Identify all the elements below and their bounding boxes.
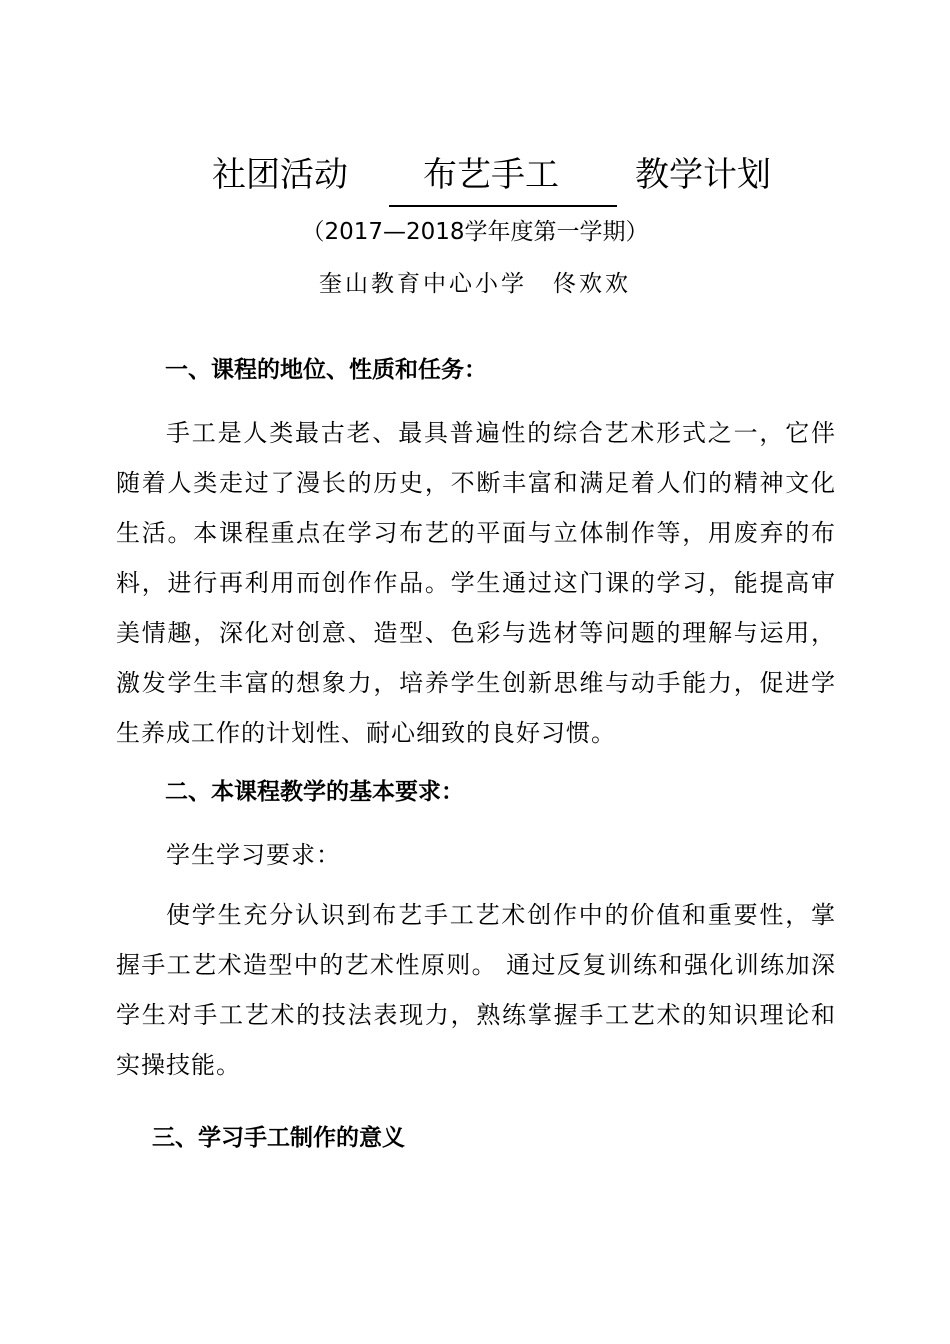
section-2-paragraph: 使学生充分认识到布艺手工艺术创作中的价值和重要性，掌握手工艺术造型中的艺术性原则。 通过反复训练和强化训练加深学生对手工艺术的技法表现力，熟练掌握手工艺术的知识理论和实操技能。	[116, 901, 836, 1079]
title-suffix: 教学计划	[635, 155, 771, 195]
section-1-paragraph: 手工是人类最古老、最具普遍性的综合艺术形式之一，它伴随着人类走过了漫长的历史，不断丰富和满足着人们的精神文化生活。本课程重点在学习布艺的平面与立体制作等，用废弃的布料，进行再利用而创作作品。学生通过这门课的学习，能提高审美情趣，深化对创意、造型、色彩与选材等问题的理解与运用，激发学生丰富的想象力，培养学生创新思维与动手能力，促进学生养成工作的计划性、耐心细致的良好习惯。	[116, 419, 836, 747]
section-3-heading: 三、学习手工制作的意义	[152, 1125, 405, 1151]
section-1-heading: 一、课程的地位、性质和任务：	[165, 357, 487, 383]
section-2-sub-label: 学生学习要求：	[166, 841, 341, 869]
title-underline	[389, 205, 617, 207]
document-subtitle: （2017—2018学年度第一学期）	[301, 219, 649, 245]
document-title	[0, 150, 950, 206]
author-line: 奎山教育中心小学 佟欢欢	[319, 271, 631, 297]
title-topic: 布艺手工	[423, 155, 559, 195]
title-prefix: 社团活动	[212, 155, 348, 195]
section-2-heading: 二、本课程教学的基本要求：	[165, 779, 464, 805]
